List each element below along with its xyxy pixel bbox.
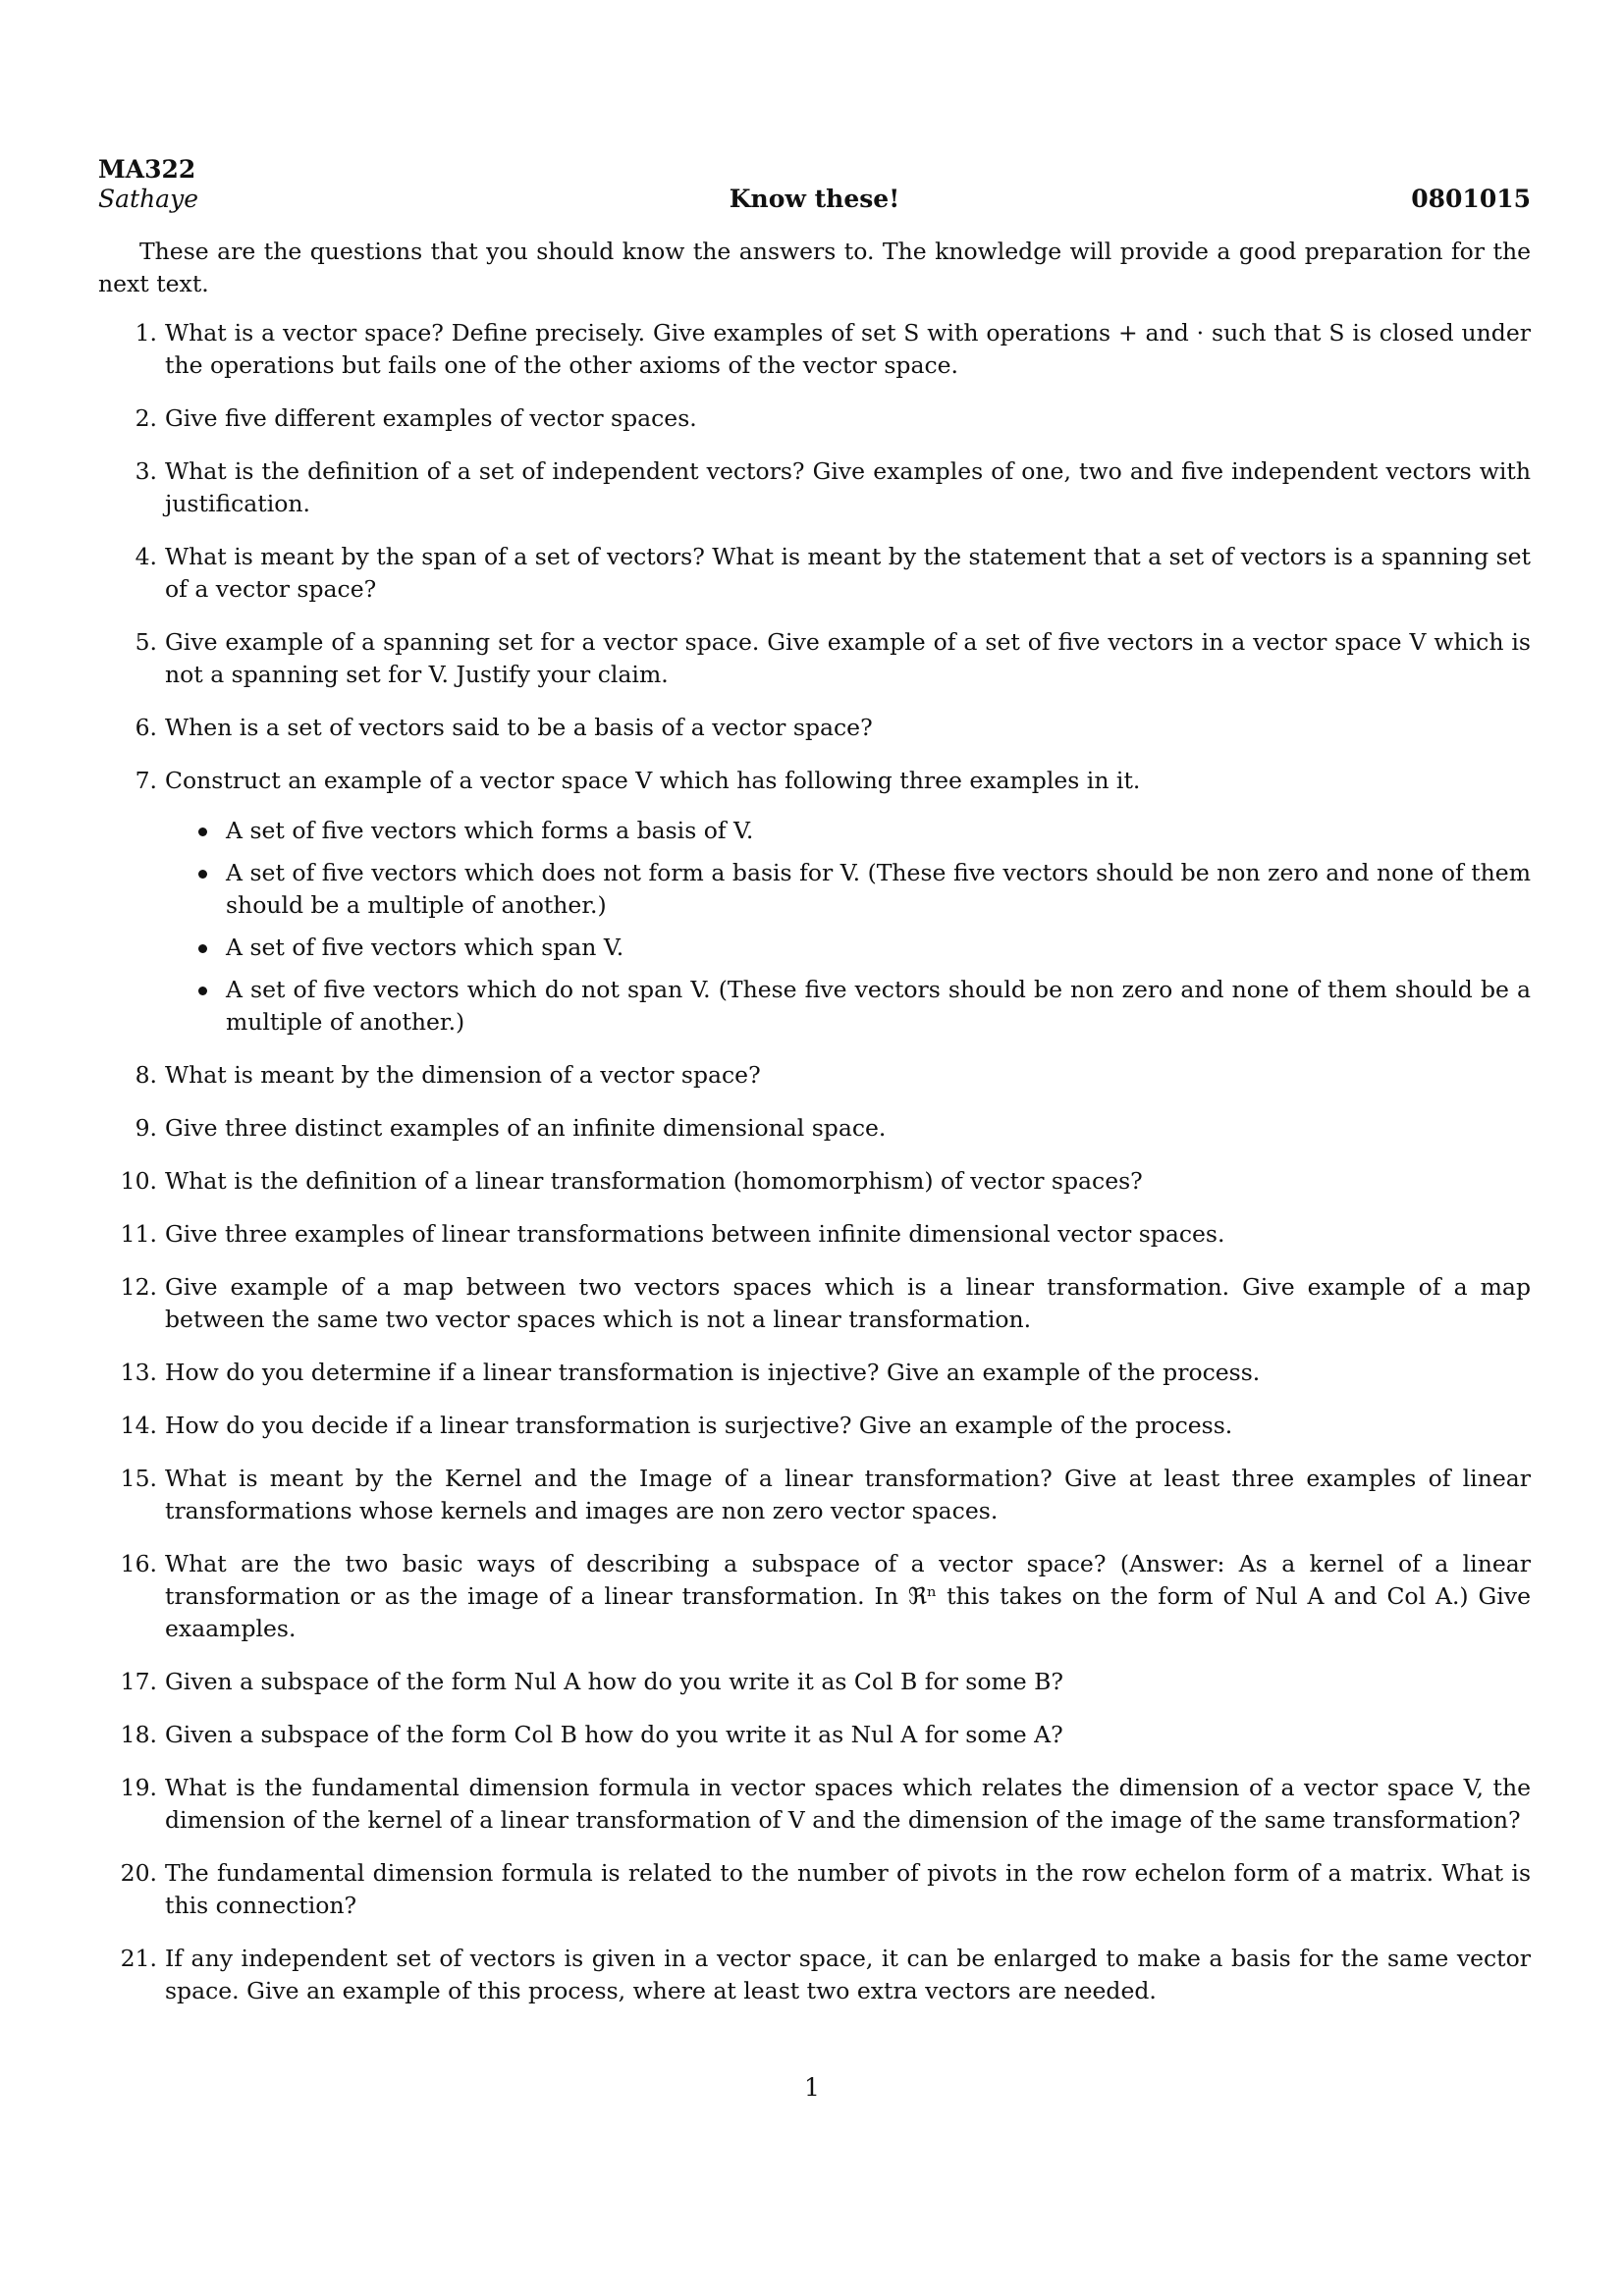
question-text: What is a vector space? Define precisely. Give examples of set S with operations + and · such that S is closed under the operations but fails one of the other axioms of the vector space.	[165, 319, 1531, 379]
question-text: How do you decide if a linear transformation is surjective? Give an example of the process.	[165, 1412, 1233, 1439]
question-text: What is the definition of a linear transformation (homomorphism) of vector spaces?	[165, 1167, 1143, 1195]
question-item	[98, 1112, 1531, 1145]
question-text: Give three distinct examples of an infinite dimensional space.	[165, 1114, 887, 1142]
bullet-text: A set of five vectors which do not span V. (These five vectors should be non zero and none of them should be a multiple of another.)	[226, 976, 1531, 1036]
bullet-item	[165, 857, 1531, 922]
question-number: 9.	[135, 1114, 157, 1142]
q7-bullet-list	[165, 815, 1531, 1039]
question-text: When is a set of vectors said to be a basis of a vector space?	[165, 714, 873, 741]
question-number: 14.	[120, 1412, 157, 1439]
question-item	[98, 402, 1531, 435]
bullet-icon	[198, 828, 207, 836]
question-item	[98, 765, 1531, 1039]
question-number: 21.	[120, 1945, 157, 1972]
question-item	[98, 1463, 1531, 1527]
bullet-icon	[198, 944, 207, 953]
question-text: Given a subspace of the form Col B how do you write it as Nul A for some A?	[165, 1721, 1063, 1748]
question-text: How do you determine if a linear transformation is injective? Give an example of the process.	[165, 1359, 1261, 1386]
question-item	[98, 1943, 1531, 2007]
question-item	[98, 712, 1531, 744]
document-body	[98, 236, 1531, 2028]
question-number: 3.	[135, 457, 157, 485]
question-text: What is meant by the span of a set of vectors? What is meant by the statement that a set of vectors is a spanning set of a vector space?	[165, 543, 1531, 603]
question-item	[98, 455, 1531, 520]
question-text: The fundamental dimension formula is related to the number of pivots in the row echelon form of a matrix. What is this connection?	[165, 1859, 1531, 1919]
question-item	[98, 626, 1531, 691]
question-number: 7.	[135, 767, 157, 794]
bullet-text: A set of five vectors which span V.	[226, 934, 624, 961]
bullet-text: A set of five vectors which forms a basis of V.	[226, 817, 754, 844]
question-text: Construct an example of a vector space V which has following three examples in it.	[165, 767, 1141, 794]
question-number: 1.	[135, 319, 157, 347]
question-item	[98, 1772, 1531, 1837]
question-number: 17.	[120, 1668, 157, 1695]
question-item	[98, 1666, 1531, 1698]
question-number: 19.	[120, 1774, 157, 1801]
question-number: 2.	[135, 404, 157, 432]
question-number: 5.	[135, 628, 157, 656]
question-item	[98, 1218, 1531, 1251]
question-text: What are the two basic ways of describing a subspace of a vector space? (Answer: As a kernel of a linear transformation or as the image of a linear transformation. In ℜⁿ this takes on the form of Nul A and Col A.) Give exaamples.	[165, 1550, 1531, 1642]
question-text: What is the fundamental dimension formula in vector spaces which relates the dimension of a vector space V, the dimension of the kernel of a linear transformation of V and the dimension of the image of the same transformation?	[165, 1774, 1531, 1834]
question-text: What is meant by the dimension of a vector space?	[165, 1061, 761, 1089]
question-text: Give three examples of linear transformations between infinite dimensional vector spaces.	[165, 1220, 1225, 1248]
question-item	[98, 1410, 1531, 1442]
author-name: Sathaye	[98, 185, 199, 213]
question-number: 16.	[120, 1550, 157, 1577]
question-item	[98, 317, 1531, 382]
question-number: 13.	[120, 1359, 157, 1386]
page-title: Know these!	[729, 185, 900, 213]
bullet-icon	[198, 987, 207, 995]
question-text: What is meant by the Kernel and the Image of a linear transformation? Give at least three examples of linear transformations whose kernels and images are non zero vector spaces.	[165, 1465, 1531, 1524]
bullet-icon	[198, 870, 207, 879]
bullet-text: A set of five vectors which does not form a basis for V. (These five vectors should be non zero and none of them should be a multiple of another.)	[226, 859, 1531, 919]
course-code: MA322	[98, 155, 196, 184]
question-text: What is the definition of a set of independent vectors? Give examples of one, two and five independent vectors with justification.	[165, 457, 1531, 517]
document-code: 0801015	[1411, 185, 1531, 213]
question-number: 20.	[120, 1859, 157, 1887]
question-number: 12.	[120, 1273, 157, 1301]
question-text: If any independent set of vectors is given in a vector space, it can be enlarged to make a basis for the same vector space. Give an example of this process, where at least two extra vectors are needed.	[165, 1945, 1531, 2004]
question-number: 4.	[135, 543, 157, 570]
question-number: 10.	[120, 1167, 157, 1195]
question-item	[98, 541, 1531, 606]
question-text: Give example of a spanning set for a vector space. Give example of a set of five vectors in a vector space V which is not a spanning set for V. Justify your claim.	[165, 628, 1531, 688]
bullet-item	[165, 815, 1531, 847]
question-number: 6.	[135, 714, 157, 741]
question-item	[98, 1357, 1531, 1389]
intro-paragraph: These are the questions that you should know the answers to. The knowledge will provide a good preparation for the next text.	[98, 238, 1531, 297]
question-number: 8.	[135, 1061, 157, 1089]
question-item	[98, 1548, 1531, 1645]
question-number: 11.	[120, 1220, 157, 1248]
question-item	[98, 1165, 1531, 1198]
question-text: Give example of a map between two vectors spaces which is a linear transformation. Give example of a map between the same two vector spaces which is not a linear transformation.	[165, 1273, 1531, 1333]
question-item	[98, 1059, 1531, 1092]
question-item	[98, 1719, 1531, 1751]
question-text: Give five different examples of vector spaces.	[165, 404, 697, 432]
question-item	[98, 1271, 1531, 1336]
page-number: 1	[804, 2073, 820, 2102]
question-text: Given a subspace of the form Nul A how do you write it as Col B for some B?	[165, 1668, 1064, 1695]
bullet-item	[165, 974, 1531, 1039]
question-number: 15.	[120, 1465, 157, 1492]
question-number: 18.	[120, 1721, 157, 1748]
bullet-item	[165, 932, 1531, 964]
question-item	[98, 1857, 1531, 1922]
question-list	[98, 317, 1531, 2007]
page-header	[98, 155, 1531, 214]
